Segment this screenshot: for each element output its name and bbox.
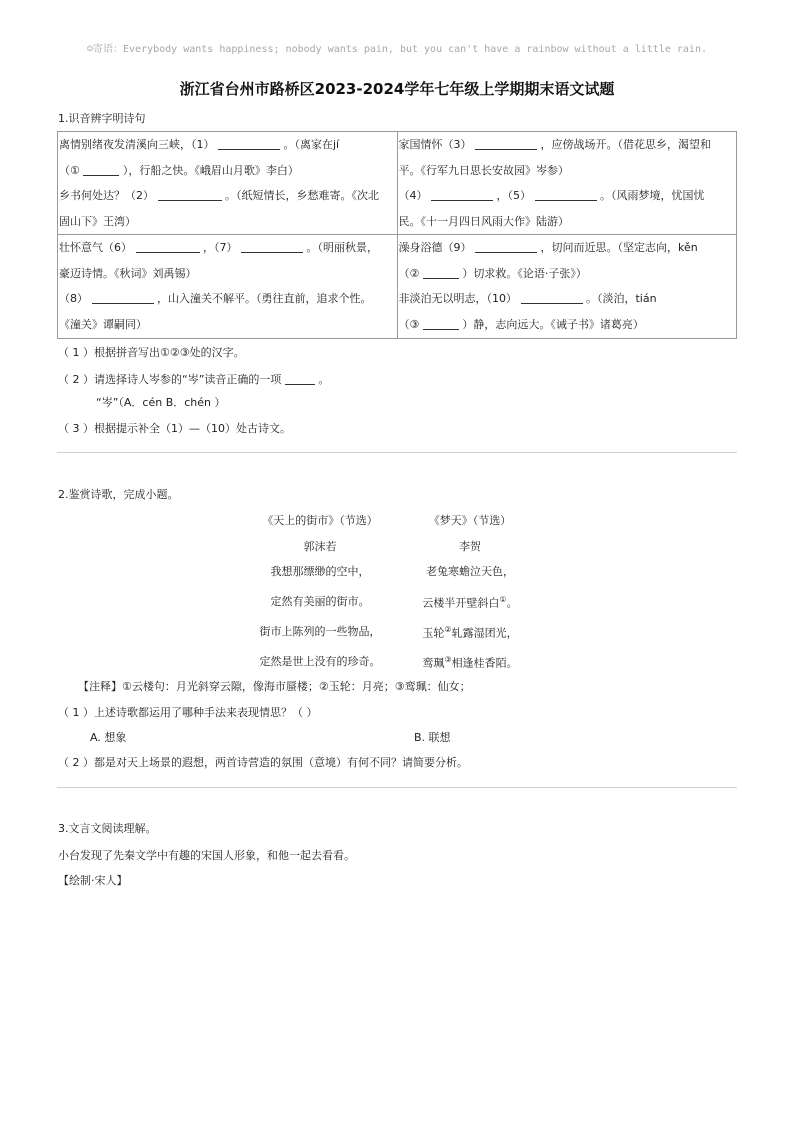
page-title: 浙江省台州市路桥区2023-2024学年七年级上学期期末语文试题 bbox=[179, 80, 615, 98]
option-a[interactable]: A. 想象 bbox=[90, 731, 127, 744]
poem1-line: 定然有美丽的街市。 bbox=[270, 595, 370, 608]
divider bbox=[57, 452, 737, 453]
footnote-mark: ① bbox=[499, 595, 507, 604]
blank-4[interactable] bbox=[431, 187, 493, 201]
blank-3[interactable] bbox=[475, 136, 537, 150]
footnote-mark: ② bbox=[444, 625, 452, 634]
option-b[interactable]: B. 联想 bbox=[414, 731, 451, 744]
poem2-line: 玉轮②轧露湿团光， bbox=[422, 625, 518, 640]
blank-char-1[interactable] bbox=[83, 162, 119, 176]
poem1-line: 定然是世上没有的珍奇。 bbox=[259, 655, 381, 668]
table-cell-2-1: 壮怀意气（6） ，（7） 。（明丽秋景， 豪迈诗情。《秋词》刘禹锡） （8） ，山入潼关不解平。（勇往直前，追求个性。 《潼关》谭嗣同） bbox=[58, 235, 398, 339]
blank-2[interactable] bbox=[158, 187, 222, 201]
q1-sub1: （ 1 ）根据拼音写出①②③处的汉字。 bbox=[58, 346, 245, 359]
blank-5[interactable] bbox=[535, 187, 597, 201]
header-quote: ☺寄语：Everybody wants happiness; nobody wants pain, but you can't have a rainbow without a little rain. bbox=[86, 44, 707, 55]
poem1-line: 我想那缥缈的空中， bbox=[270, 565, 370, 578]
poem1-title: 《天上的街市》（节选） bbox=[262, 514, 378, 527]
blank-8[interactable] bbox=[92, 290, 154, 304]
poem2-author: 李贺 bbox=[459, 540, 481, 553]
q1-sub2-options: “岑”（A．cén B．chén ） bbox=[96, 396, 226, 409]
poem1-author: 郭沫若 bbox=[303, 540, 337, 553]
poem2-line: 鸾珮③相逢桂香陌。 bbox=[422, 655, 518, 670]
blank-6[interactable] bbox=[136, 239, 200, 253]
q3-heading: 3.文言文阅读理解。 bbox=[58, 822, 157, 835]
poem-note: 【注释】①云楼句：月光斜穿云隙，像海市蜃楼；②玉轮：月亮；③鸾珮：仙女； bbox=[78, 680, 471, 693]
q2-sub2: （ 2 ）都是对天上场景的遐想，两首诗营造的氛围（意境）有何不同？请简要分析。 bbox=[58, 756, 468, 769]
blank-char-3[interactable] bbox=[423, 316, 459, 330]
q3-intro: 小台发现了先秦文学中有趣的宋国人形象，和他一起去看看。 bbox=[58, 849, 355, 862]
q1-heading: 1.识音辨字明诗句 bbox=[58, 112, 146, 125]
poem-fill-table bbox=[57, 131, 737, 339]
blank-10[interactable] bbox=[521, 290, 583, 304]
q1-sub2: （ 2 ）请选择诗人岑参的“岑”读音正确的一项 。 bbox=[58, 373, 330, 386]
table-cell-2-2: 澡身浴德（9） ，切问而近思。（坚定志向，kěn （② ）切求救。《论语·子张》） 非淡泊无以明志，（10） 。（淡泊，tián （③ ）静，志向远大。《诫子书》诸葛亮） bbox=[397, 235, 737, 339]
poem2-line: 云楼半开壁斜白①。 bbox=[422, 595, 518, 610]
blank-1[interactable] bbox=[218, 136, 280, 150]
q2-sub1: （ 1 ）上述诗歌都运用了哪种手法来表现情思？（ ） bbox=[58, 706, 318, 719]
blank-9[interactable] bbox=[475, 239, 537, 253]
blank-char-2[interactable] bbox=[423, 265, 459, 279]
blank-7[interactable] bbox=[241, 239, 303, 253]
poem1-line: 街市上陈列的一些物品， bbox=[259, 625, 381, 638]
answer-blank[interactable] bbox=[285, 371, 315, 385]
poem2-title: 《梦天》（节选） bbox=[428, 514, 512, 527]
footnote-mark: ③ bbox=[444, 655, 452, 664]
table-cell-1-1: 离情别绪夜发清溪向三峡，（1） 。（离家在jí （① ），行船之快。《峨眉山月歌》李白） 乡书何处达？（2） 。（纸短情长，乡愁难寄。《次北 固山下》王湾） bbox=[58, 132, 398, 235]
divider bbox=[57, 787, 737, 788]
q3-section-label: 【绘制·宋人】 bbox=[58, 874, 128, 887]
q2-heading: 2.鉴赏诗歌，完成小题。 bbox=[58, 488, 179, 501]
table-cell-1-2: 家国情怀（3） ，应傍战场开。（借花思乡，渴望和 平。《行军九日思长安故园》岑参） （4） ，（5） 。（风雨梦境，忧国忧 民。《十一月四日风雨大作》陆游） bbox=[397, 132, 737, 235]
q1-sub3: （ 3 ）根据提示补全（1）—（10）处古诗文。 bbox=[58, 422, 291, 435]
poem2-line: 老兔寒蟾泣天色， bbox=[426, 565, 514, 578]
